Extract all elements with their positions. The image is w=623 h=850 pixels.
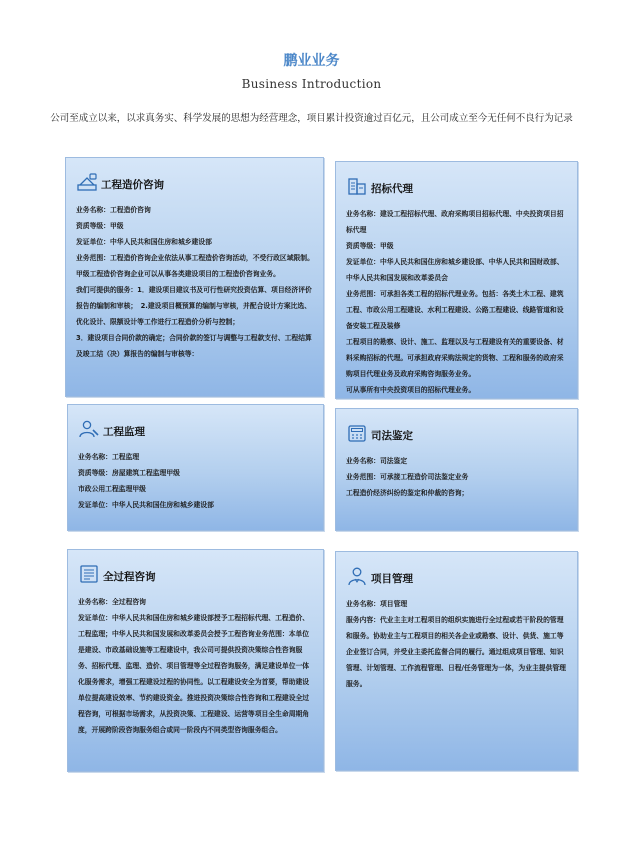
card-title: 工程监理 [103,426,145,438]
card-cost-consulting [65,157,324,397]
card-line: 可从事所有中央投资项目的招标代理业务。 [346,386,476,394]
card-line: 业务名称：项目管理 [346,600,408,608]
page-subtitle: Business Introduction [241,77,382,91]
card-bidding-agency [335,161,578,399]
building-icon [76,172,98,192]
card-title: 司法鉴定 [371,430,413,442]
card-line: 业务范围：工程造价咨询企业依法从事工程造价咨询活动，不受行政区域限制。甲级工程造价咨询企业可以从事各类建设项目的工程造价咨询业务。 [76,254,314,278]
card-line: 业务名称：建设工程招标代理、政府采购项目招标代理、中央投资项目招标代理 [346,210,564,234]
card-line: 业务范围：可承接工程造价司法鉴定业务 [346,473,469,481]
card-line: 发证单位：中华人民共和国住房和城乡建设部授予工程招标代理、工程造价、工程监理；中华人民共和国发展和改革委员会授予工程咨询业务范围：本单位是建设、市政基础设施等工程建设中，我公司可提供投资决策综合性咨询服务、招标代理、监理、造价、项目管理等全过程咨询服务，满足建设单位一体化服务需求，增强工程建设过程的协同性。以工程建设安全为首要，帮助建设单位提高建设效率、节约建设资金。推进投资决策综合性咨询和工程建设全过程咨询，可根据市场需求，从投资决策、工程建设、运营等项目全生命周期角度，开展跨阶段咨询服务组合或同一阶段内不同类型咨询服务组合。 [78,614,310,734]
card-line: 业务名称：全过程咨询 [78,598,146,606]
office-building-icon [346,176,368,196]
card-title: 项目管理 [371,573,413,585]
card-line: 服务内容：代业主主对工程项目的组织实施进行全过程或若干阶段的管理和服务。协助业主与工程项目的相关各企业或勘察、设计、供货、施工等企业签订合同，并受业主委托监督合同的履行。通过组成项目管理、知识管理、计划管理、工作流程管理、日程/任务管理为一体，为业主提供管理服务。 [346,616,566,688]
card-line: 发证单位：中华人民共和国住房和城乡建设部、中华人民共和国财政部、中华人民共和国发展和改革委员会 [346,258,564,282]
card-title: 全过程咨询 [103,571,156,583]
card-line: 业务范围：可承担各类工程的招标代理业务。包括：各类土木工程、建筑工程、市政公用工程建设、水利工程建设、公路工程建设、线路管道和设备安装工程及装修 [346,290,564,330]
card-judicial-appraisal [335,408,578,531]
card-line: 资质等级：甲级 [346,242,394,250]
card-line: 市政公用工程监理甲级 [78,485,146,493]
card-line: 工程项目的勘察、设计、施工、监理以及与工程建设有关的重要设备、材料采购招标的代理。可承担政府采购法规定的货物、工程和服务的政府采购项目代理业务及政府采购咨询服务业务。 [346,338,564,378]
card-line: 业务名称：司法鉴定 [346,457,408,465]
card-line: 3．建设项目合同价款的确定；合同价款的签订与调整与工程款支付、工程结算及竣工结（决）算报告的编制与审核等： [76,334,312,358]
card-title: 招标代理 [371,183,413,195]
document-list-icon [78,564,100,584]
card-line: 业务名称：工程监理 [78,453,140,461]
card-title: 工程造价咨询 [101,179,164,191]
card-line: 发证单位：中华人民共和国住房和城乡建设部 [76,238,212,246]
supervisor-icon [78,419,100,439]
card-line: 业务名称：工程造价咨询 [76,206,151,214]
card-line: 资质等级：甲级 [76,222,124,230]
person-icon [346,566,368,586]
calculator-icon [346,423,368,443]
card-line: 我们可提供的服务：1．建设项目建议书及可行性研究投资估算、项目经济评价报告的编制和审核； 2.建设项目概预算的编制与审核，并配合设计方案比选、优化设计、限额设计等工作进行工程造价分析与控制； [76,286,312,326]
intro-text: 公司至成立以来，以求真务实、科学发展的思想为经营理念，项目累计投资逾过百亿元，且公司成立至今无任何不良行为记录 [50,113,573,124]
page-title: 鹏业业务 [283,53,340,69]
card-supervision [67,404,324,531]
card-line: 资质等级：房屋建筑工程监理甲级 [78,469,180,477]
card-line: 工程造价经济纠纷的鉴定和仲裁的咨询； [346,489,469,497]
card-line: 发证单位：中华人民共和国住房和城乡建设部 [78,501,214,509]
card-full-process-consulting [67,549,324,772]
card-project-management [335,551,578,771]
